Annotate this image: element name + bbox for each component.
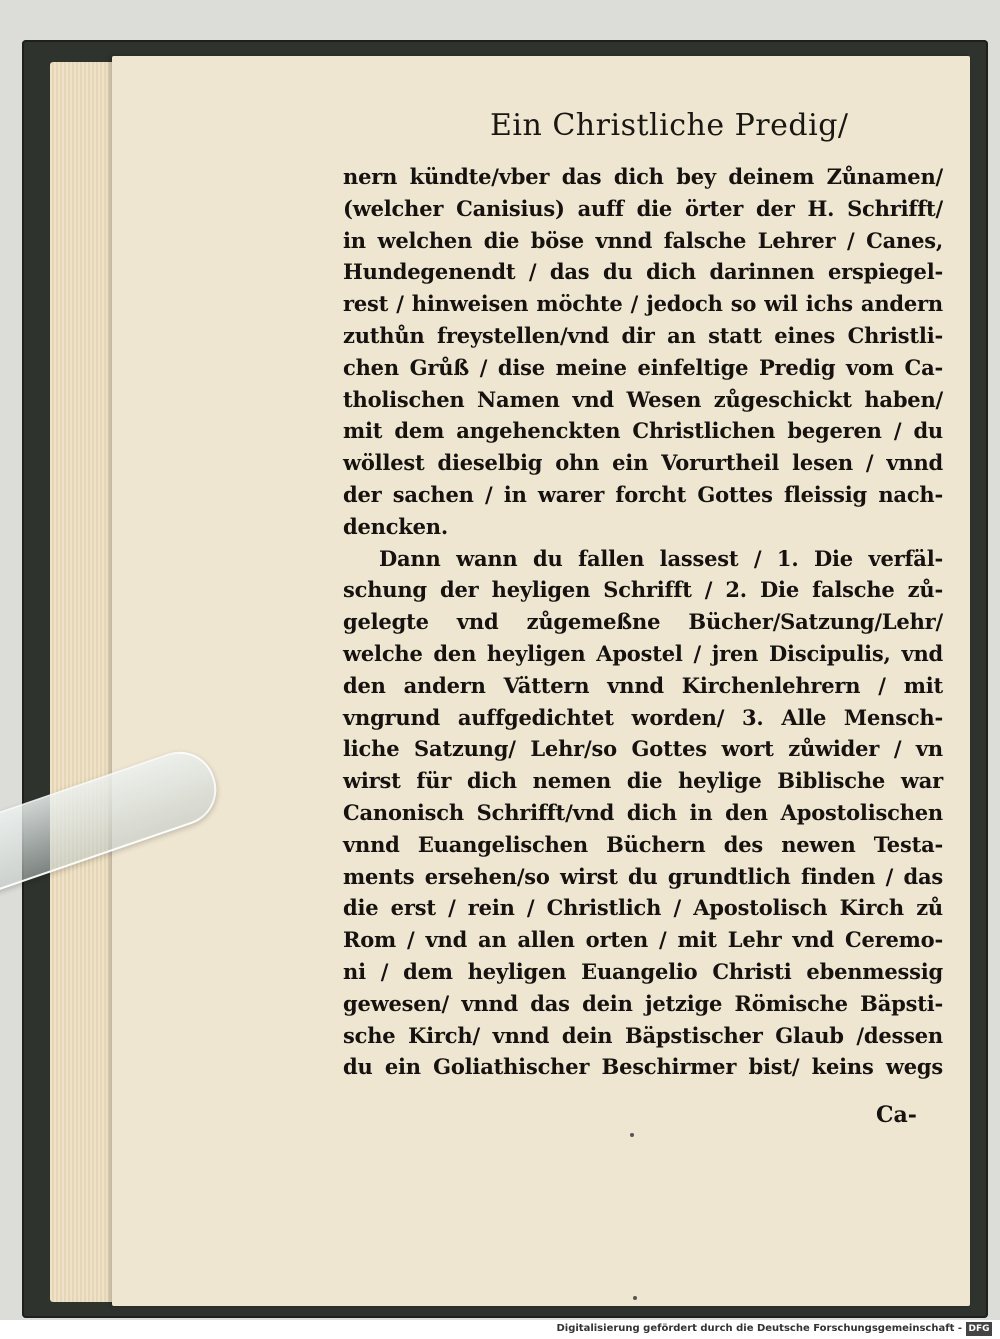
dfg-logo: DFG <box>966 1322 992 1336</box>
text-line: nern kündte/vber das dich bey deinem Zůnamen/ <box>343 164 943 189</box>
text-line: vnnd Euangelischen Büchern des newen Testa- <box>343 831 943 857</box>
text-line: vngrund auffgedichtet worden/ 3. Alle Mensch- <box>343 704 943 730</box>
text-line: die erst / rein / Christlich / Apostolisch Kirch zů <box>343 895 943 921</box>
text-line: wirst für dich nemen die heylige Biblische war <box>343 768 943 794</box>
running-header: Ein Christliche Predig/ <box>490 108 849 143</box>
text-line: Rom / vnd an allen orten / mit Lehr vnd Ceremo- <box>343 927 943 953</box>
text-line: Dann wann du fallen lassest / 1. Die verfäl- <box>379 545 943 571</box>
text-line: in welchen die böse vnnd falsche Lehrer / Canes, <box>343 227 943 253</box>
page-dot-mark <box>630 1133 634 1137</box>
text-line: (welcher Canisius) auff die örter der H. Schrifft/ <box>343 195 943 221</box>
catchword: Ca- <box>876 1102 917 1128</box>
text-line: gelegte vnd zůgemeßne Bücher/Satzung/Lehr/ <box>343 609 943 635</box>
text-line: Canonisch Schrifft/vnd dich in den Apostolischen <box>343 799 943 825</box>
page-body-text <box>343 161 943 1083</box>
text-line: ments ersehen/so wirst du grundtlich finden / das <box>343 863 943 889</box>
text-line: welche den heyligen Apostel / jren Discipulis, vnd <box>343 640 943 666</box>
text-line: liche Satzung/ Lehr/so Gottes wort zůwider / vn <box>343 736 943 762</box>
text-line: wöllest dieselbig ohn ein Vorurtheil lesen / vnnd <box>343 450 943 476</box>
text-line: der sachen / in warer forcht Gottes fleissig nach- <box>343 481 943 507</box>
text-line: dencken. <box>343 513 448 539</box>
text-line: sche Kirch/ vnnd dein Bäpstischer Glaub /dessen <box>343 1022 943 1048</box>
page-dot-mark <box>633 1296 637 1300</box>
text-line: rest / hinweisen möchte / jedoch so wil ichs andern <box>343 291 943 317</box>
text-line: tholischen Namen vnd Wesen zůgeschickt haben/ <box>343 386 943 412</box>
text-line: Hundegenendt / das du dich darinnen erspiegel- <box>343 259 943 285</box>
text-line: zuthůn freystellen/vnd dir an statt eines Christli- <box>343 322 943 348</box>
text-line: chen Grůß / dise meine einfeltige Predig vom Ca- <box>343 354 943 380</box>
text-line: den andern Vättern vnnd Kirchenlehrern / mit <box>343 672 943 698</box>
text-line: du ein Goliathischer Beschirmer bist/ keins wegs <box>343 1054 943 1080</box>
text-line: schung der heyligen Schrifft / 2. Die falsche zů- <box>343 577 943 603</box>
text-line: mit dem angehenckten Christlichen begeren / du <box>343 418 943 444</box>
text-line: ni / dem heyligen Euangelio Christi ebenmessig <box>343 958 943 984</box>
footer-credit: Digitalisierung gefördert durch die Deutsche Forschungsgemeinschaft - <box>556 1323 962 1334</box>
text-line: gewesen/ vnnd das dein jetzige Römische Bäpsti- <box>343 990 943 1016</box>
